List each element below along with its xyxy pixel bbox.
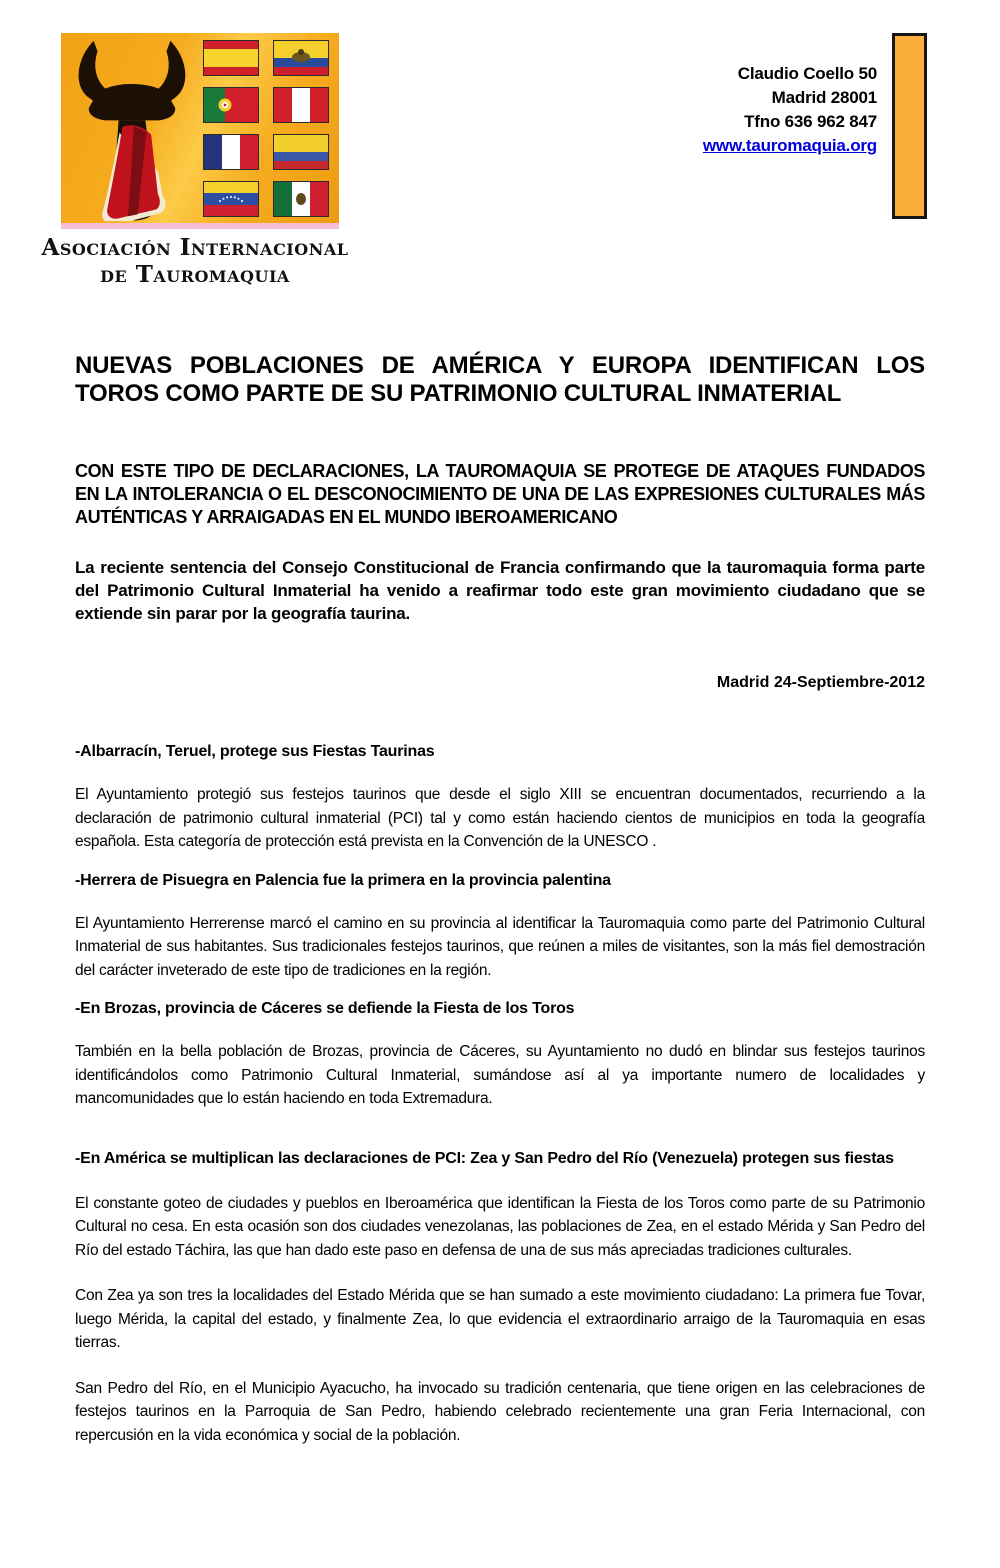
dateline: Madrid 24-Septiembre-2012 [716,674,925,691]
website-link[interactable]: www.tauromaquia.org [702,136,877,155]
section-paragraph: El Ayuntamiento Herrerense marcó el camino en su provincia al identificar la Tauromaquia como parte del Patrimonio Cultural Inmaterial de sus habitantes. Sus tradicionales festejos taurinos, que reúnen a miles de visitantes, son la más fiel demostración del carácter inveterado de este tipo de tradiciones en la región. [75,914,925,979]
section-america [75,1148,925,1448]
document-title: NUEVAS POBLACIONES DE AMÉRICA Y EUROPA IDENTIFICAN LOS TOROS COMO PARTE DE SU PATRIMONIO CULTURAL INMATERIAL [75,352,925,407]
document-body [75,0,925,1447]
section-paragraph: También en la bella población de Brozas, provincia de Cáceres, su Ayuntamiento no dudó en blindar sus festejos taurinos identificándolos como Patrimonio Cultural Inmaterial, sumándose así al ya importante numero de localidades y mancomunidades que lo están haciendo en toda Extremadura. [75,1043,925,1107]
section-albarracin [75,743,925,854]
section-paragraph: El constante goteo de ciudades y pueblos en Iberoamérica que identifican la Fiesta de los Toros como parte de su Patrimonio Cultural no cesa. En esta ocasión son dos ciudades venezolanas, las poblaciones de Zea, en el estado Mérida y San Pedro del Río del estado Táchira, las que han dado este paso en defensa de una de sus más apreciadas tradiciones culturales. [75,1194,925,1259]
organization-name-line1: Asociación Internacional [41,234,349,261]
lead-paragraph: La reciente sentencia del Consejo Constitucional de Francia confirmando que la tauromaquia forma parte del Patrimonio Cultural Inmaterial ha venido a reafirmar todo este gran movimiento ciudadano que se extiende sin parar por la geografía taurina. [75,558,925,623]
section-heading: -En Brozas, provincia de Cáceres se defiende la Fiesta de los Toros [75,1000,575,1017]
section-paragraph: San Pedro del Río, en el Municipio Ayacucho, ha invocado su tradición centenaria, que tiene origen en las celebraciones de festejos taurinos en la Parroquia de San Pedro, habiendo celebrado recientemente una gran Feria Internacional, con repercusión en la vida económica y social de la población. [75,1379,925,1444]
organization-name-line2: de Tauromaquia [100,261,290,288]
section-heading: -Herrera de Pisuegra en Palencia fue la primera en la provincia palentina [75,871,611,889]
section-brozas [75,1000,925,1111]
section-paragraph: Con Zea ya son tres la localidades del Estado Mérida que se han sumado a este movimiento ciudadano: La primera fue Tovar, luego Mérida, la capital del estado, y finalmente Zea, lo que evidencia el extraordinario arraigo de la Tauromaquia en esas tierras. [75,1287,925,1351]
contact-address-line1: Claudio Coello 50 [737,64,877,83]
contact-phone: Tfno 636 962 847 [744,112,877,131]
contact-address-line2: Madrid 28001 [771,88,877,107]
section-herrera [75,872,925,983]
section-heading: -En América se multiplican las declaraciones de PCI: Zea y San Pedro del Río (Venezuela) protegen sus fiestas [75,1149,894,1167]
section-paragraph: El Ayuntamiento protegió sus festejos taurinos que desde el siglo XIII se encuentran documentados, recurriendo a la declaración de patrimonio cultural inmaterial (PCI) tal y como están haciendo cientos de municipios en toda la geografía española. Esta categoría de protección está prevista en la Convención de la UNESCO . [75,786,925,850]
section-heading: -Albarracín, Teruel, protege sus Fiestas Taurinas [75,743,435,760]
document-subtitle: CON ESTE TIPO DE DECLARACIONES, LA TAUROMAQUIA SE PROTEGE DE ATAQUES FUNDADOS EN LA INTOLERANCIA O EL DESCONOCIMIENTO DE UNA DE LAS EXPRESIONES CULTURALES MÁS AUTÉNTICAS Y ARRAIGADAS EN EL MUNDO IBEROAMERICANO [75,461,925,527]
